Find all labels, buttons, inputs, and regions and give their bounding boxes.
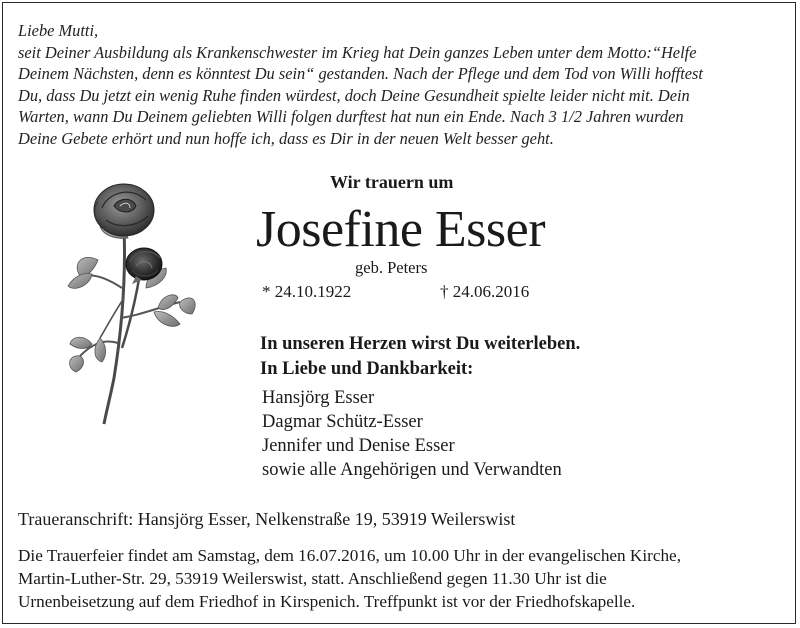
closing-line: In unseren Herzen wirst Du weiterleben. [260,334,581,354]
rose-icon [62,178,202,428]
mourner: Jennifer und Denise Esser [262,436,455,456]
closing-line: In Liebe und Dankbarkeit: [260,359,474,379]
message-line: seit Deiner Ausbildung als Krankenschwester im Krieg hat Dein ganzes Leben unter dem Motto:“Helfe [18,42,697,62]
mourners-list [262,386,562,482]
death-date: † 24.06.2016 [440,282,530,301]
closing-words [260,332,580,382]
life-dates [262,282,530,302]
mourner: Dagmar Schütz-Esser [262,412,423,432]
message-line: Liebe Mutti, [18,21,99,40]
funeral-line: Urnenbeisetzung auf dem Friedhof in Kirspenich. Treffpunkt ist vor der Friedhofskapelle. [18,592,636,611]
maiden-name: geb. Peters [355,258,428,277]
deceased-name: Josefine Esser [256,201,546,258]
funeral-line: Die Trauerfeier findet am Samstag, dem 16.07.2016, um 10.00 Uhr in der evangelischen Kirche, [18,546,681,565]
mourner: Hansjörg Esser [262,388,375,408]
mourning-address: Traueranschrift: Hansjörg Esser, Nelkenstraße 19, 53919 Weilerswist [18,509,516,529]
funeral-line: Martin-Luther-Str. 29, 53919 Weilerswist, statt. Anschließend gegen 11.30 Uhr ist die [18,569,607,588]
birth-date: * 24.10.1922 [262,282,352,301]
mourner: sowie alle Angehörigen und Verwandten [262,460,562,480]
message-line: Du, dass Du jetzt ein wenig Ruhe finden würdest, doch Deine Gesundheit spielte leider nicht mit. Dein [18,85,690,105]
personal-message [18,20,788,149]
funeral-details [18,544,788,613]
message-line: Deine Gebete erhört und nun hoffe ich, dass es Dir in der neuen Welt besser geht. [18,128,554,148]
message-line: Deinem Nächsten, denn es könntest Du sein“ gestanden. Nach der Pflege und dem Tod von Willi hofftest [18,64,703,83]
headline: Wir trauern um [330,172,454,192]
message-line: Warten, wann Du Deinem geliebten Willi folgen durftest hat nun ein Ende. Nach 3 1/2 Jahren wurden [18,107,684,126]
